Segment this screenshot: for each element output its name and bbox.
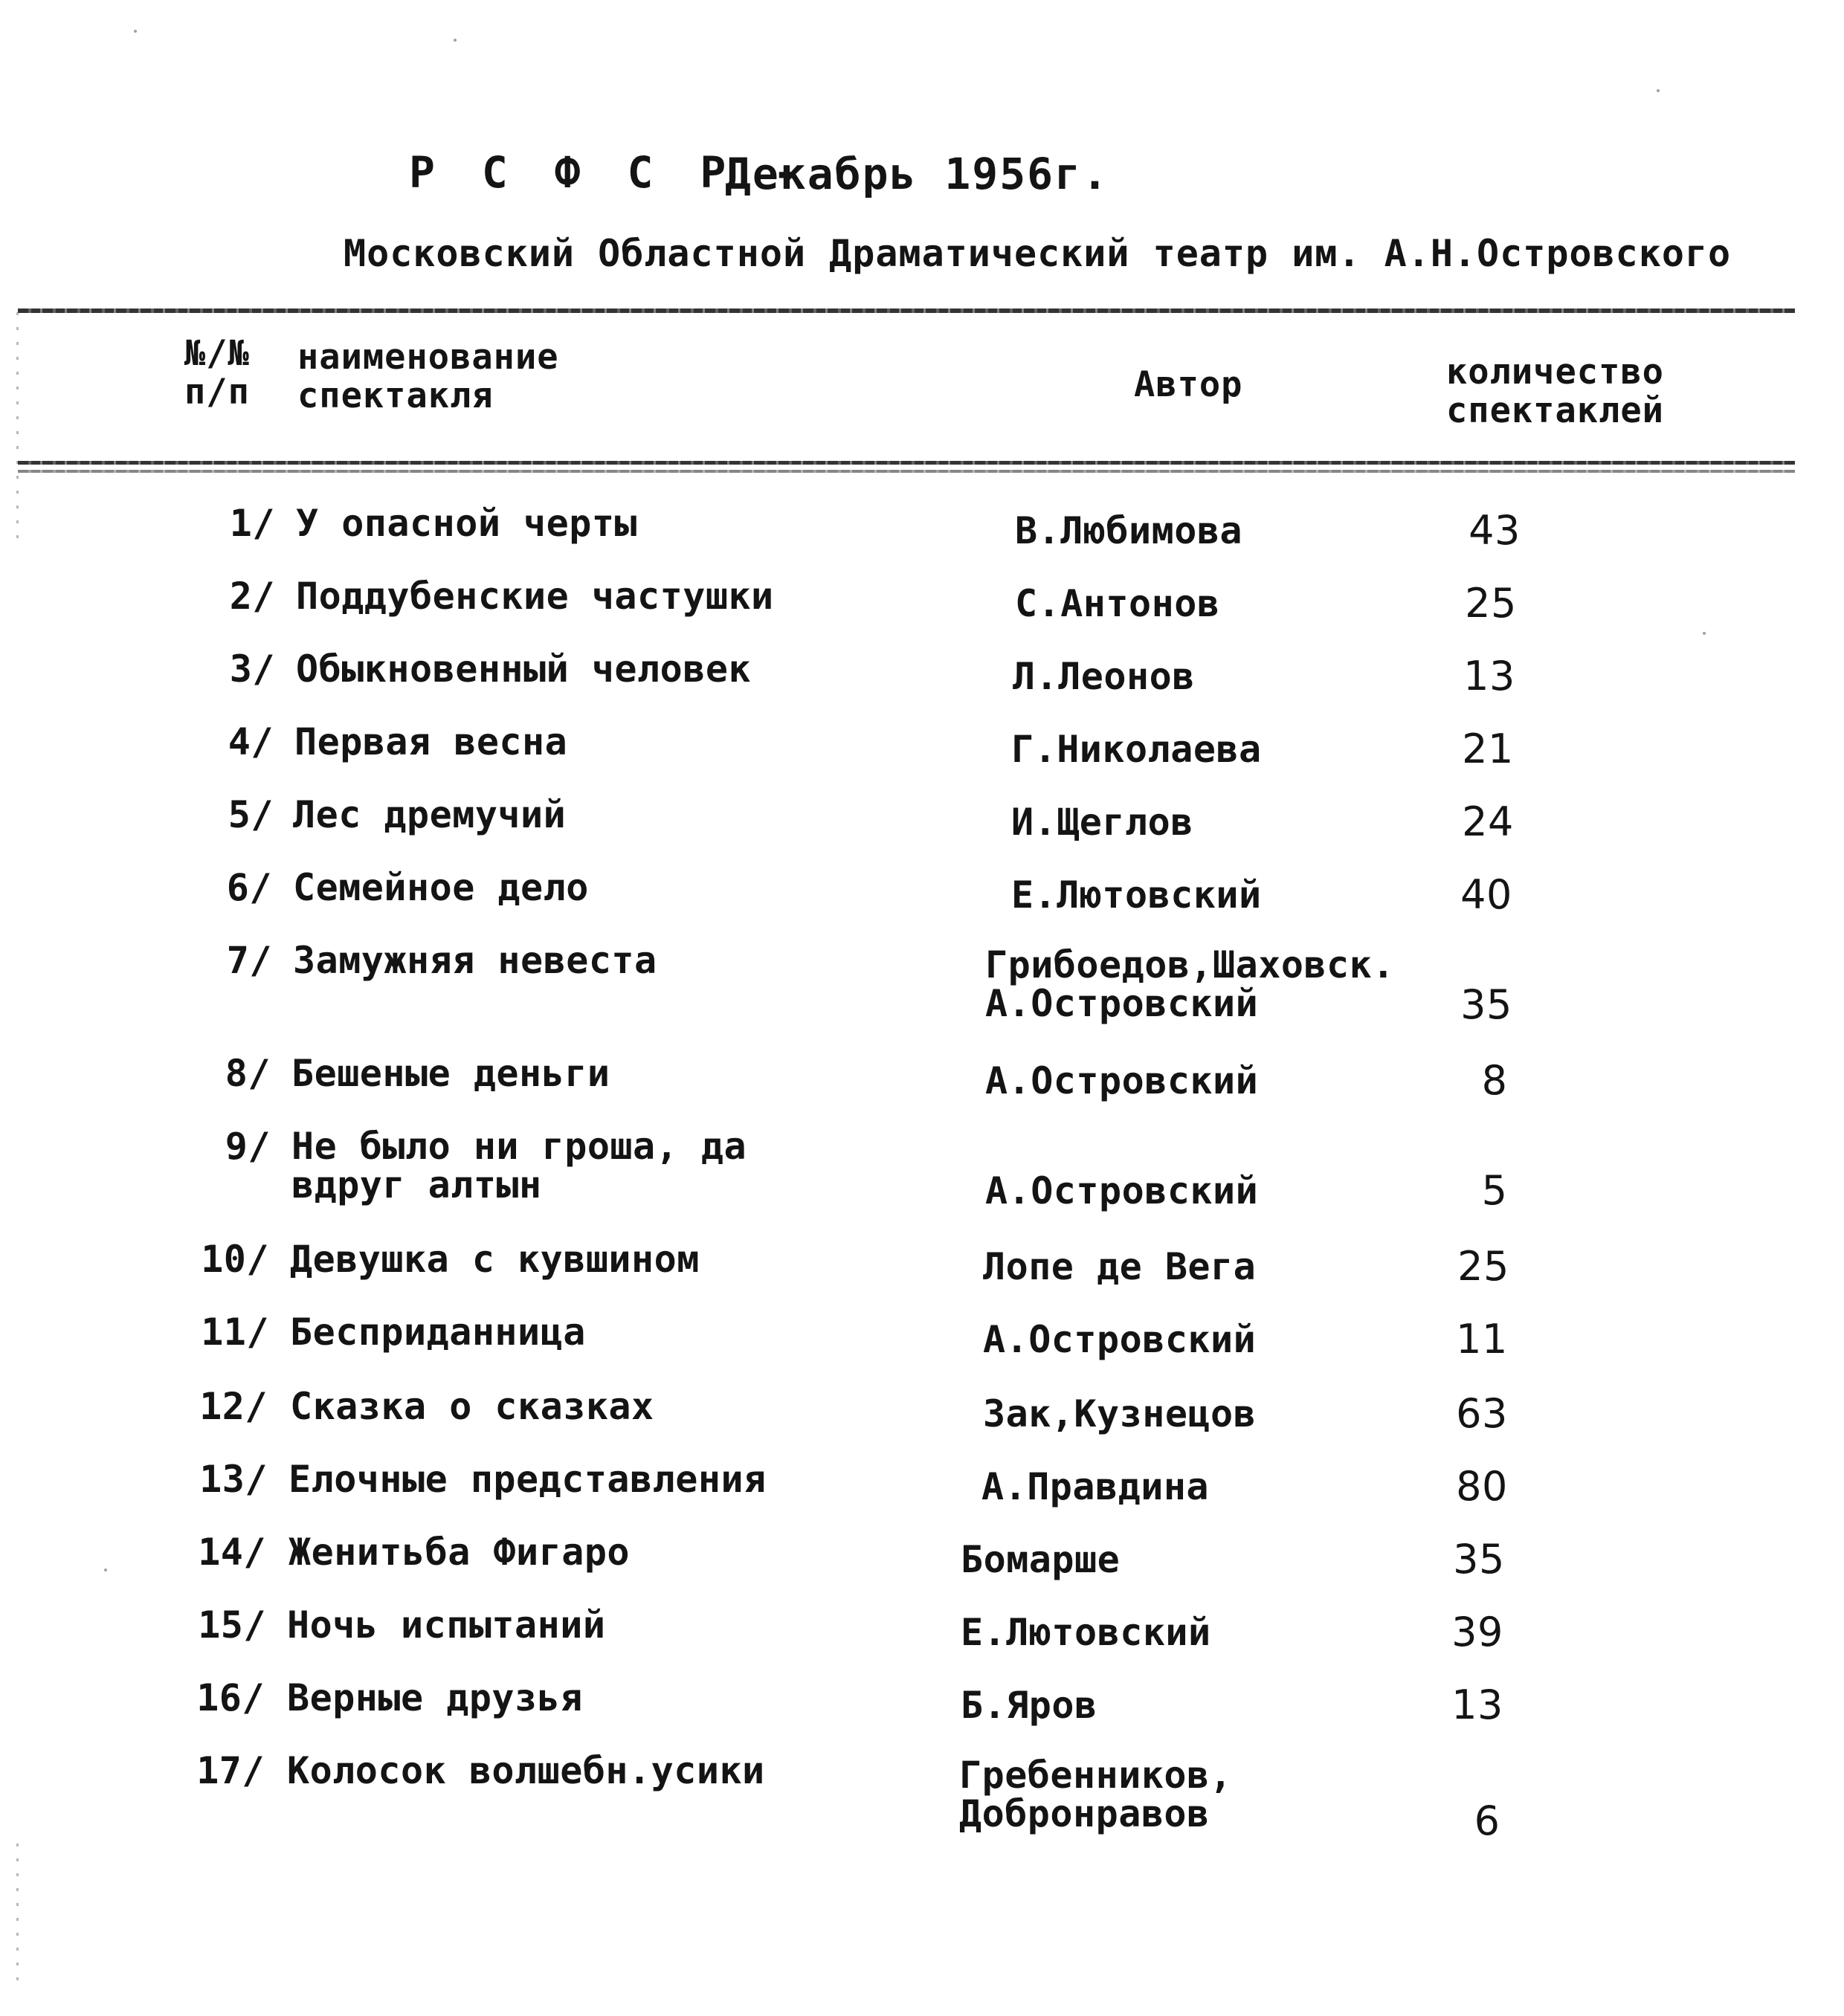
row-count: 40	[1460, 871, 1512, 918]
margin-marks-top	[16, 312, 19, 550]
row-author: А.Островский	[985, 1169, 1259, 1212]
row-author: Е.Лютовский	[1011, 873, 1262, 917]
paper-speck	[454, 39, 457, 42]
row-title: Женитьба Фигаро	[288, 1531, 631, 1574]
row-title: У опасной черты	[296, 502, 638, 545]
header-author: Автор	[1134, 364, 1243, 405]
header-count-line1: количество	[1446, 352, 1664, 392]
row-count: 13	[1463, 653, 1515, 700]
row-count: 25	[1457, 1243, 1509, 1290]
table-header-rule-2	[18, 470, 1795, 473]
row-author-line1: Грибоедов,Шаховск.	[985, 943, 1395, 986]
paper-speck	[1657, 89, 1660, 92]
row-count: 35	[1460, 981, 1512, 1028]
row-number: 13/	[199, 1458, 268, 1501]
row-title: Сказка о сказках	[290, 1385, 654, 1428]
row-author: Е.Лютовский	[961, 1611, 1211, 1654]
row-author: Лопе де Вега	[983, 1245, 1257, 1288]
row-title: Ночь испытаний	[287, 1603, 606, 1647]
row-author: Б.Яров	[961, 1684, 1097, 1727]
row-count: 35	[1453, 1536, 1505, 1583]
margin-marks-bottom	[16, 1844, 19, 1992]
row-author: Л.Леонов	[1013, 655, 1195, 698]
row-title: Верные друзья	[287, 1676, 583, 1719]
row-number: 9/	[225, 1125, 271, 1168]
row-title	[291, 1127, 747, 1204]
table-header-rule	[18, 461, 1795, 465]
row-author: В.Любимова	[1015, 509, 1243, 552]
row-author: Г.Николаева	[1011, 728, 1262, 771]
row-author: И.Щеглов	[1011, 801, 1193, 844]
row-count: 80	[1456, 1463, 1508, 1510]
row-number: 3/	[229, 647, 275, 691]
row-title: Колосок волшебн.усики	[287, 1749, 765, 1792]
row-title: Девушка с кувшином	[290, 1238, 700, 1281]
row-count: 13	[1451, 1681, 1503, 1728]
row-author-line1: Гребенников,	[959, 1754, 1233, 1797]
row-author: А.Островский	[985, 1059, 1259, 1102]
row-number: 12/	[199, 1385, 268, 1428]
row-count: 63	[1456, 1390, 1508, 1437]
row-number: 14/	[198, 1531, 266, 1574]
row-title: Замужняя невеста	[293, 939, 657, 982]
row-count: 24	[1462, 798, 1514, 845]
header-number-line1: №/№	[184, 333, 250, 374]
row-number: 7/	[226, 939, 272, 982]
row-count: 5	[1481, 1167, 1508, 1214]
row-author: Зак,Кузнецов	[983, 1392, 1257, 1435]
row-title-line2: вдруг алтын	[291, 1163, 542, 1206]
row-title: Обыкновенный человек	[296, 647, 752, 691]
row-title: Бешеные деньги	[291, 1052, 610, 1095]
table-top-rule	[18, 308, 1795, 313]
header-number-line2: п/п	[184, 372, 250, 413]
row-author: С.Антонов	[1015, 582, 1220, 625]
row-title: Бесприданница	[290, 1311, 586, 1354]
row-number: 15/	[198, 1603, 266, 1647]
theatre-name: Московский Областной Драматический театр им. А.Н.Островского	[344, 232, 1732, 275]
row-count: 8	[1481, 1057, 1508, 1104]
row-title: Елочные представления	[288, 1458, 767, 1501]
row-number: 5/	[228, 793, 274, 836]
paper-speck	[104, 1568, 107, 1571]
row-title-line1: Не было ни гроша, да	[291, 1125, 747, 1168]
paper-speck	[134, 30, 137, 33]
header-name	[297, 338, 559, 416]
row-number: 1/	[229, 502, 275, 545]
row-title: Лес дремучий	[293, 793, 567, 836]
row-author: А.Правдина	[981, 1465, 1210, 1508]
row-count: 11	[1456, 1316, 1508, 1363]
row-count: 39	[1451, 1609, 1503, 1655]
header-number	[184, 335, 250, 412]
row-count: 21	[1462, 726, 1514, 772]
row-number: 10/	[201, 1238, 269, 1281]
row-number: 2/	[229, 575, 275, 618]
row-count: 25	[1465, 580, 1517, 627]
row-number: 16/	[196, 1676, 265, 1719]
row-count: 6	[1474, 1797, 1500, 1844]
document-title: Р С Ф С Р -	[409, 147, 810, 198]
row-author	[985, 943, 1395, 1025]
header-count-line2: спектаклей	[1446, 390, 1664, 431]
row-count: 43	[1469, 507, 1521, 554]
row-author: Бомарше	[961, 1538, 1121, 1581]
row-title: Первая весна	[294, 720, 568, 763]
row-title: Семейное дело	[293, 866, 589, 909]
row-number: 17/	[196, 1749, 265, 1792]
row-title: Поддубенские частушки	[296, 575, 774, 618]
row-number: 6/	[226, 866, 272, 909]
row-author	[959, 1756, 1232, 1833]
row-number: 11/	[201, 1311, 269, 1354]
row-author: А.Островский	[983, 1318, 1257, 1361]
row-number: 8/	[225, 1052, 271, 1095]
header-name-line2: спектакля	[297, 375, 494, 416]
header-count	[1446, 353, 1664, 430]
header-name-line1: наименование	[297, 337, 559, 378]
paper-speck	[1703, 632, 1706, 635]
row-author-line2: Добронравов	[959, 1792, 1210, 1835]
row-number: 4/	[228, 720, 274, 763]
row-author-line2: А.Островский	[985, 982, 1259, 1025]
document-date: Декабрь 1956г.	[725, 149, 1109, 199]
